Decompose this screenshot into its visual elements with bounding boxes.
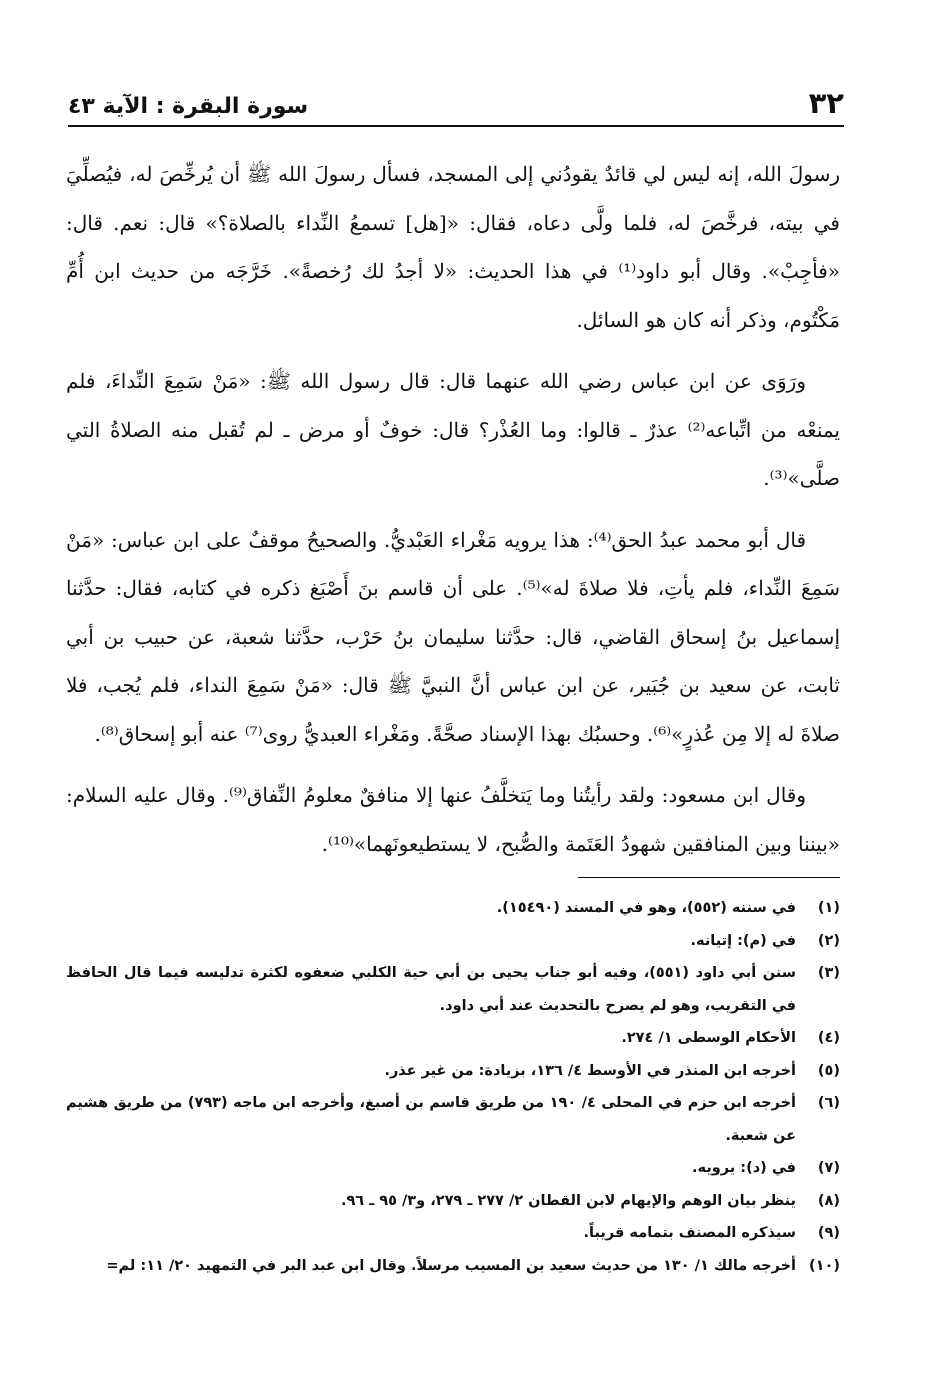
- footnote: [66, 892, 840, 925]
- footnote-text: أخرجه ابن حزم في المحلى ٤/ ١٩٠ من طريق قاسم بن أصبغ، وأخرجه ابن ماجه (٧٩٣) من طريق هشيم عن شعبة.: [66, 1095, 796, 1144]
- footnote-text: ينظر بيان الوهم والإيهام لابن القطان ٢/ ٢٧٧ ـ ٢٧٩، و٣/ ٩٥ ـ ٩٦.: [340, 1192, 796, 1209]
- footnote-text: في سننه (٥٥٢)، وهو في المسند (١٥٤٩٠).: [496, 900, 796, 916]
- page-header: [68, 78, 844, 124]
- footnote: [66, 957, 840, 1022]
- running-title: سورة البقرة : الآية ٤٣: [68, 94, 309, 119]
- footnote: [66, 1022, 840, 1055]
- footnote-number: (١): [817, 900, 840, 916]
- footnote-number: (٩): [817, 1225, 840, 1241]
- footnote-number: (٧): [817, 1160, 840, 1176]
- footnote-text: أخرجه ابن المنذر في الأوسط ٤/ ١٣٦، بزيادة: من غير عذر.: [384, 1062, 796, 1079]
- main-text: [66, 150, 840, 881]
- footnote: [66, 925, 840, 958]
- page-number: ٣٢: [808, 86, 844, 120]
- header-rule: [68, 125, 844, 127]
- footnote-text: في (د): يرويه.: [692, 1160, 796, 1176]
- footnote: [66, 1250, 840, 1283]
- footnote-number: (٢): [817, 932, 840, 949]
- footnote: [66, 1185, 840, 1218]
- footnote-number: (٣): [817, 965, 840, 981]
- footnotes: [66, 892, 840, 1282]
- footnote: [66, 1087, 840, 1152]
- footnote-text: سيذكره المصنف بتمامه قريباً.: [583, 1225, 796, 1241]
- footnote-separator: [578, 877, 840, 878]
- footnote-number: (٥): [817, 1062, 840, 1079]
- paragraph: قال أبو محمد عبدُ الحق⁽⁴⁾: هذا يرويه مَغْراء العَبْديُّ. والصحيحُ موقفٌ على ابن عباس: «مَنْ سَمِعَ النِّداء، فلم يأتِ، فلا صلاةَ له»⁽⁵⁾. على أن قاسم بنَ أَصْبَغ ذكره في كتابه، فقال: حدَّثنا إسماعيل بنُ إسحاق القاضي، قال: حدَّثنا سليمان بنُ حَرْب، حدَّثنا شعبة، عن حبيب بن أبي ثابت، عن سعيد بن جُبَير، عن ابن عباس أنَّ النبيَّ ﷺ قال: «مَنْ سَمِعَ النداء، فلم يُجب، فلا صلاةَ له إلا مِن عُذرٍ»⁽⁶⁾. وحسبُك بهذا الإسناد صحَّةً. ومَغْراء العبديُّ روى⁽⁷⁾ عنه أبو إسحاق⁽⁸⁾.: [66, 527, 840, 746]
- paragraph: وقال ابن مسعود: ولقد رأيتُنا وما يَتخلَّفُ عنها إلا منافقٌ معلومُ النِّفاق⁽⁹⁾. وقال عليه السلام: «بيننا وبين المنافقين شهودُ العَتَمة والصُّبح، لا يستطيعونَهما»⁽¹⁰⁾.: [66, 783, 840, 856]
- footnote-number: (٨): [817, 1192, 840, 1209]
- footnote-number: (١٠): [809, 1257, 840, 1274]
- footnote-text: أخرجه مالك ١/ ١٣٠ من حديث سعيد بن المسيب مرسلاً. وقال ابن عبد البر في التمهيد ٢٠/ ١١: لم=: [106, 1257, 796, 1274]
- footnote-text: الأحكام الوسطى ١/ ٢٧٤.: [621, 1030, 796, 1046]
- footnote-number: (٤): [817, 1030, 840, 1046]
- paragraph: ورَوَى عن ابن عباس رضي الله عنهما قال: قال رسول الله ﷺ: «مَنْ سَمِعَ النِّداءَ، فلم يمنعْه من اتِّباعه⁽²⁾ عذرٌ ـ قالوا: وما العُذْر؟ قال: خوفٌ أو مرض ـ لم تُقبل منه الصلاةُ التي صلَّى»⁽³⁾.: [66, 369, 840, 490]
- footnote-number: (٦): [817, 1095, 840, 1111]
- paragraph: رسولَ الله، إنه ليس لي قائدٌ يقودُني إلى المسجد، فسأل رسولَ الله ﷺ أن يُرخِّصَ له، فيُصلِّيَ في بيته، فرخَّصَ له، فلما ولَّى دعاه، فقال: «[هل] تسمعُ النِّداء بالصلاة؟» قال: نعم. قال: «فأجِبْ». وقال أبو داود⁽¹⁾ في هذا الحديث: «لا أجدُ لك رُخصةً». خَرَّجَه من حديث ابن أُمِّ مَكْتُوم، وذكر أنه كان هو السائل.: [66, 162, 840, 332]
- footnote: [66, 1055, 840, 1088]
- footnote-text: في (م): إتيانه.: [690, 932, 796, 949]
- footnote: [66, 1152, 840, 1185]
- footnote-text: سنن أبي داود (٥٥١)، وفيه أبو جناب يحيى بن أبي حية الكلبي ضعفوه لكثرة تدليسه فيما قال الحافظ في التقريب، وهو لم يصرح بالتحديث عند أبي داود.: [66, 965, 796, 1014]
- footnote: [66, 1217, 840, 1250]
